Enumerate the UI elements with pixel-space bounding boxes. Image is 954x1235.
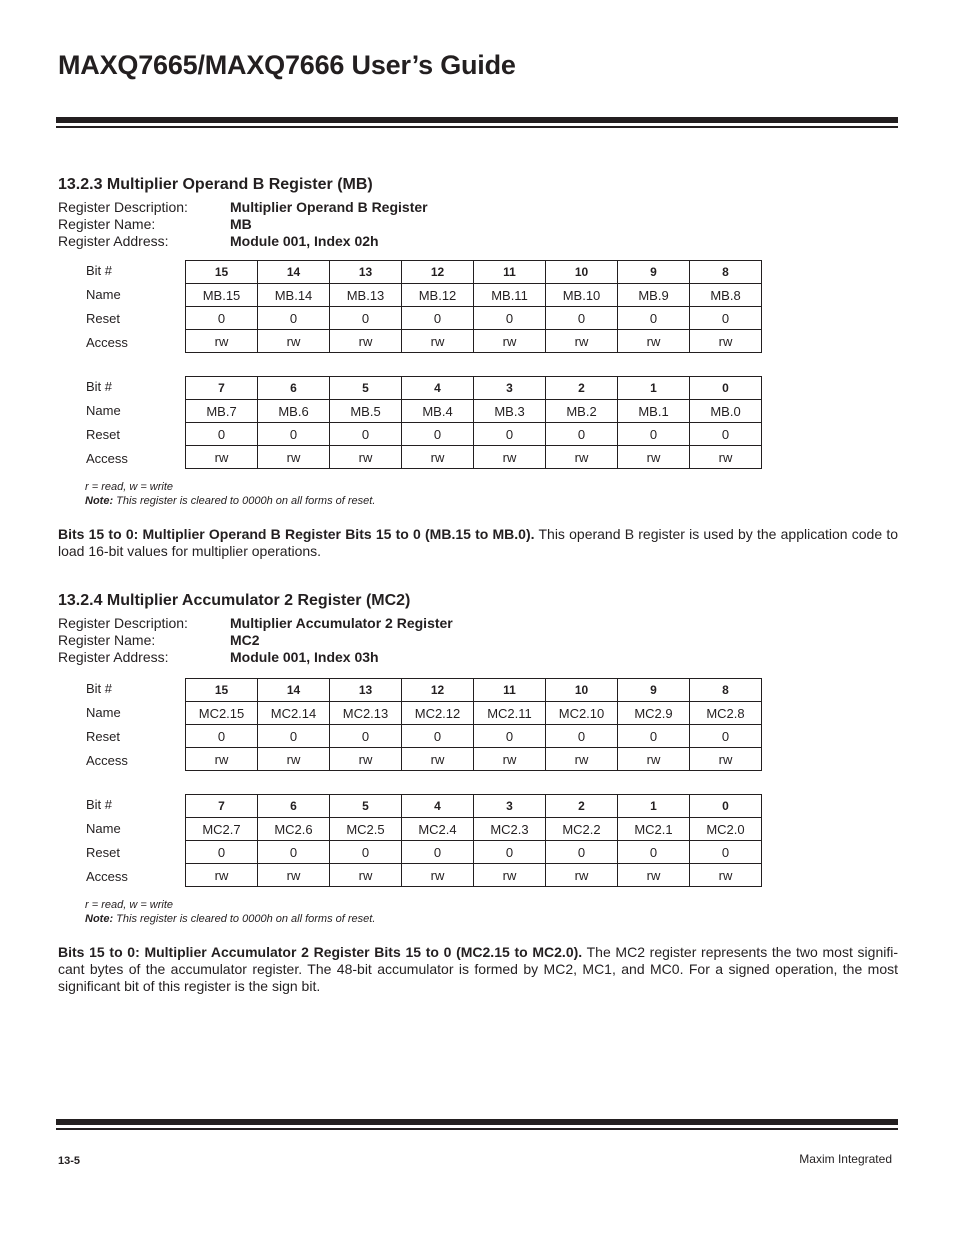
bit-number-cell: 9 [618, 679, 690, 702]
reset-value-cell: 0 [618, 307, 690, 330]
access-cell: rw [618, 864, 690, 887]
row-label: Bit # [86, 681, 113, 696]
meta-name: Register Name: MB [58, 216, 252, 232]
reset-value-cell: 0 [618, 423, 690, 446]
bit-number-cell: 1 [618, 795, 690, 818]
bit-name-cell: MB.10 [546, 284, 618, 307]
table-row [186, 841, 762, 864]
reset-value-cell: 0 [330, 725, 402, 748]
access-cell: rw [474, 864, 546, 887]
reset-value-cell: 0 [690, 841, 762, 864]
bit-name-cell: MB.13 [330, 284, 402, 307]
access-cell: rw [690, 864, 762, 887]
bit-name-cell: MB.6 [258, 400, 330, 423]
meta-address: Register Address: Module 001, Index 03h [58, 649, 379, 665]
bit-name-cell: MC2.9 [618, 702, 690, 725]
row-labels [86, 678, 186, 774]
access-cell: rw [402, 446, 474, 469]
company-name: Maxim Integrated [799, 1152, 892, 1166]
bit-number-cell: 0 [690, 795, 762, 818]
row-label: Bit # [86, 797, 113, 812]
reset-value-cell: 0 [546, 307, 618, 330]
page-number: 13-5 [58, 1155, 81, 1167]
section-mb [58, 176, 898, 560]
reset-value-cell: 0 [474, 423, 546, 446]
reset-value-cell: 0 [690, 307, 762, 330]
bit-name-cell: MB.14 [258, 284, 330, 307]
access-cell: rw [474, 446, 546, 469]
table-row [186, 795, 762, 818]
bit-name-cell: MB.11 [474, 284, 546, 307]
access-cell: rw [330, 864, 402, 887]
bit-name-cell: MC2.0 [690, 818, 762, 841]
bit-name-cell: MC2.8 [690, 702, 762, 725]
bit-number-cell: 11 [474, 679, 546, 702]
row-label: Bit # [86, 379, 113, 394]
register-notes [85, 480, 898, 508]
table-row [186, 261, 762, 284]
bit-name-cell: MC2.7 [186, 818, 258, 841]
row-labels [86, 794, 186, 890]
row-label: Access [86, 753, 128, 768]
bit-number-cell: 9 [618, 261, 690, 284]
bit-number-cell: 15 [186, 679, 258, 702]
reset-note: Note: This register is cleared to 0000h on all forms of reset. [85, 495, 376, 507]
reset-value-cell: 0 [402, 725, 474, 748]
reset-value-cell: 0 [402, 423, 474, 446]
access-cell: rw [402, 748, 474, 771]
table-row [186, 330, 762, 353]
reset-note: Note: This register is cleared to 0000h on all forms of reset. [85, 913, 376, 925]
bit-number-cell: 12 [402, 261, 474, 284]
reset-value-cell: 0 [258, 307, 330, 330]
reset-value-cell: 0 [618, 725, 690, 748]
reset-value-cell: 0 [546, 725, 618, 748]
table-row [186, 423, 762, 446]
row-label: Name [86, 287, 121, 302]
table-row [186, 748, 762, 771]
bit-number-cell: 8 [690, 679, 762, 702]
row-label: Access [86, 335, 128, 350]
bit-name-cell: MC2.1 [618, 818, 690, 841]
rw-legend: r = read, w = write [85, 481, 174, 493]
bit-number-cell: 4 [402, 795, 474, 818]
bit-name-cell: MB.15 [186, 284, 258, 307]
bit-name-cell: MC2.2 [546, 818, 618, 841]
bit-name-cell: MC2.11 [474, 702, 546, 725]
register-bit-table [185, 260, 762, 353]
access-cell: rw [546, 330, 618, 353]
bit-name-cell: MB.12 [402, 284, 474, 307]
reset-value-cell: 0 [402, 307, 474, 330]
section-mc2 [58, 592, 898, 995]
rw-legend: r = read, w = write [85, 899, 174, 911]
bit-name-cell: MB.3 [474, 400, 546, 423]
register-block-low [86, 794, 898, 887]
register-block-high [86, 678, 898, 771]
bit-name-cell: MC2.6 [258, 818, 330, 841]
footer-rule-thin [56, 1128, 898, 1130]
table-row [186, 377, 762, 400]
bit-name-cell: MB.2 [546, 400, 618, 423]
row-label: Reset [86, 427, 120, 442]
reset-value-cell: 0 [402, 841, 474, 864]
register-block-low [86, 376, 898, 469]
bit-number-cell: 3 [474, 795, 546, 818]
bit-name-cell: MC2.12 [402, 702, 474, 725]
table-row [186, 864, 762, 887]
bit-number-cell: 12 [402, 679, 474, 702]
reset-value-cell: 0 [690, 725, 762, 748]
meta-address: Register Address: Module 001, Index 02h [58, 233, 379, 249]
bit-number-cell: 7 [186, 377, 258, 400]
register-block-high [86, 260, 898, 353]
reset-value-cell: 0 [186, 307, 258, 330]
table-row [186, 725, 762, 748]
bit-number-cell: 10 [546, 261, 618, 284]
bit-name-cell: MB.5 [330, 400, 402, 423]
bit-number-cell: 2 [546, 377, 618, 400]
bit-name-cell: MB.4 [402, 400, 474, 423]
access-cell: rw [186, 330, 258, 353]
table-row [186, 307, 762, 330]
document-title: MAXQ7665/MAXQ7666 User’s Guide [58, 50, 516, 80]
bit-number-cell: 4 [402, 377, 474, 400]
row-label: Reset [86, 729, 120, 744]
register-bit-table [185, 376, 762, 469]
meta-description: Register Description: Multiplier Accumulator 2 Register [58, 615, 453, 631]
bit-name-cell: MC2.4 [402, 818, 474, 841]
reset-value-cell: 0 [474, 307, 546, 330]
section-heading: 13.2.4 Multiplier Accumulator 2 Register (MC2) [58, 592, 411, 609]
bit-name-cell: MB.1 [618, 400, 690, 423]
reset-value-cell: 0 [258, 725, 330, 748]
bit-number-cell: 13 [330, 261, 402, 284]
access-cell: rw [618, 330, 690, 353]
access-cell: rw [258, 864, 330, 887]
bit-number-cell: 5 [330, 377, 402, 400]
access-cell: rw [186, 446, 258, 469]
reset-value-cell: 0 [330, 423, 402, 446]
access-cell: rw [186, 864, 258, 887]
table-row [186, 679, 762, 702]
access-cell: rw [546, 864, 618, 887]
meta-description: Register Description: Multiplier Operand B Register [58, 199, 428, 215]
bit-name-cell: MB.8 [690, 284, 762, 307]
reset-value-cell: 0 [186, 725, 258, 748]
footer-rule-thick [56, 1119, 898, 1125]
bit-description: Bits 15 to 0: Multiplier Accumulator 2 Register Bits 15 to 0 (MC2.15 to MC2.0). The MC2 register represents the two most signifi- cant bytes of the accumulator register. The 48-bit accumulator is formed by MC2, MC1, and MC0. For a signed operation, the most significant bit of this register is the sign bit. [58, 944, 899, 994]
bit-name-cell: MC2.13 [330, 702, 402, 725]
row-label: Reset [86, 311, 120, 326]
bit-number-cell: 14 [258, 261, 330, 284]
bit-name-cell: MC2.3 [474, 818, 546, 841]
table-row [186, 818, 762, 841]
access-cell: rw [618, 446, 690, 469]
reset-value-cell: 0 [186, 841, 258, 864]
header-rule-thick [56, 117, 898, 123]
bit-number-cell: 11 [474, 261, 546, 284]
reset-value-cell: 0 [546, 841, 618, 864]
bit-number-cell: 7 [186, 795, 258, 818]
access-cell: rw [690, 748, 762, 771]
bit-name-cell: MB.0 [690, 400, 762, 423]
access-cell: rw [186, 748, 258, 771]
table-row [186, 400, 762, 423]
bit-number-cell: 10 [546, 679, 618, 702]
access-cell: rw [690, 446, 762, 469]
bit-name-cell: MC2.15 [186, 702, 258, 725]
bit-description: Bits 15 to 0: Multiplier Operand B Register Bits 15 to 0 (MB.15 to MB.0). This operand B register is used by the application code to load 16-bit values for multiplier operations. [58, 526, 899, 559]
reset-value-cell: 0 [546, 423, 618, 446]
section-heading: 13.2.3 Multiplier Operand B Register (MB) [58, 176, 373, 193]
register-notes [85, 898, 898, 926]
table-row [186, 446, 762, 469]
access-cell: rw [546, 748, 618, 771]
bit-number-cell: 6 [258, 377, 330, 400]
reset-value-cell: 0 [258, 841, 330, 864]
reset-value-cell: 0 [690, 423, 762, 446]
access-cell: rw [402, 864, 474, 887]
reset-value-cell: 0 [618, 841, 690, 864]
bit-number-cell: 6 [258, 795, 330, 818]
table-row [186, 702, 762, 725]
bit-number-cell: 3 [474, 377, 546, 400]
access-cell: rw [330, 446, 402, 469]
row-label: Name [86, 403, 121, 418]
bit-number-cell: 13 [330, 679, 402, 702]
row-label: Access [86, 451, 128, 466]
access-cell: rw [690, 330, 762, 353]
access-cell: rw [258, 748, 330, 771]
row-label: Access [86, 869, 128, 884]
access-cell: rw [330, 330, 402, 353]
row-labels [86, 376, 186, 472]
access-cell: rw [330, 748, 402, 771]
bit-number-cell: 1 [618, 377, 690, 400]
access-cell: rw [546, 446, 618, 469]
bit-number-cell: 8 [690, 261, 762, 284]
row-label: Bit # [86, 263, 113, 278]
table-row [186, 284, 762, 307]
bit-number-cell: 0 [690, 377, 762, 400]
meta-name: Register Name: MC2 [58, 632, 260, 648]
bit-name-cell: MC2.10 [546, 702, 618, 725]
bit-number-cell: 2 [546, 795, 618, 818]
bit-name-cell: MB.9 [618, 284, 690, 307]
reset-value-cell: 0 [186, 423, 258, 446]
access-cell: rw [474, 330, 546, 353]
access-cell: rw [402, 330, 474, 353]
access-cell: rw [474, 748, 546, 771]
bit-number-cell: 14 [258, 679, 330, 702]
row-label: Name [86, 821, 121, 836]
bit-number-cell: 5 [330, 795, 402, 818]
row-label: Name [86, 705, 121, 720]
row-label: Reset [86, 845, 120, 860]
reset-value-cell: 0 [330, 307, 402, 330]
bit-name-cell: MC2.14 [258, 702, 330, 725]
reset-value-cell: 0 [474, 725, 546, 748]
reset-value-cell: 0 [474, 841, 546, 864]
access-cell: rw [618, 748, 690, 771]
bit-number-cell: 15 [186, 261, 258, 284]
row-labels [86, 260, 186, 356]
register-bit-table [185, 678, 762, 771]
access-cell: rw [258, 330, 330, 353]
header-rule-thin [56, 126, 898, 128]
register-bit-table [185, 794, 762, 887]
bit-name-cell: MC2.5 [330, 818, 402, 841]
access-cell: rw [258, 446, 330, 469]
reset-value-cell: 0 [330, 841, 402, 864]
bit-name-cell: MB.7 [186, 400, 258, 423]
reset-value-cell: 0 [258, 423, 330, 446]
